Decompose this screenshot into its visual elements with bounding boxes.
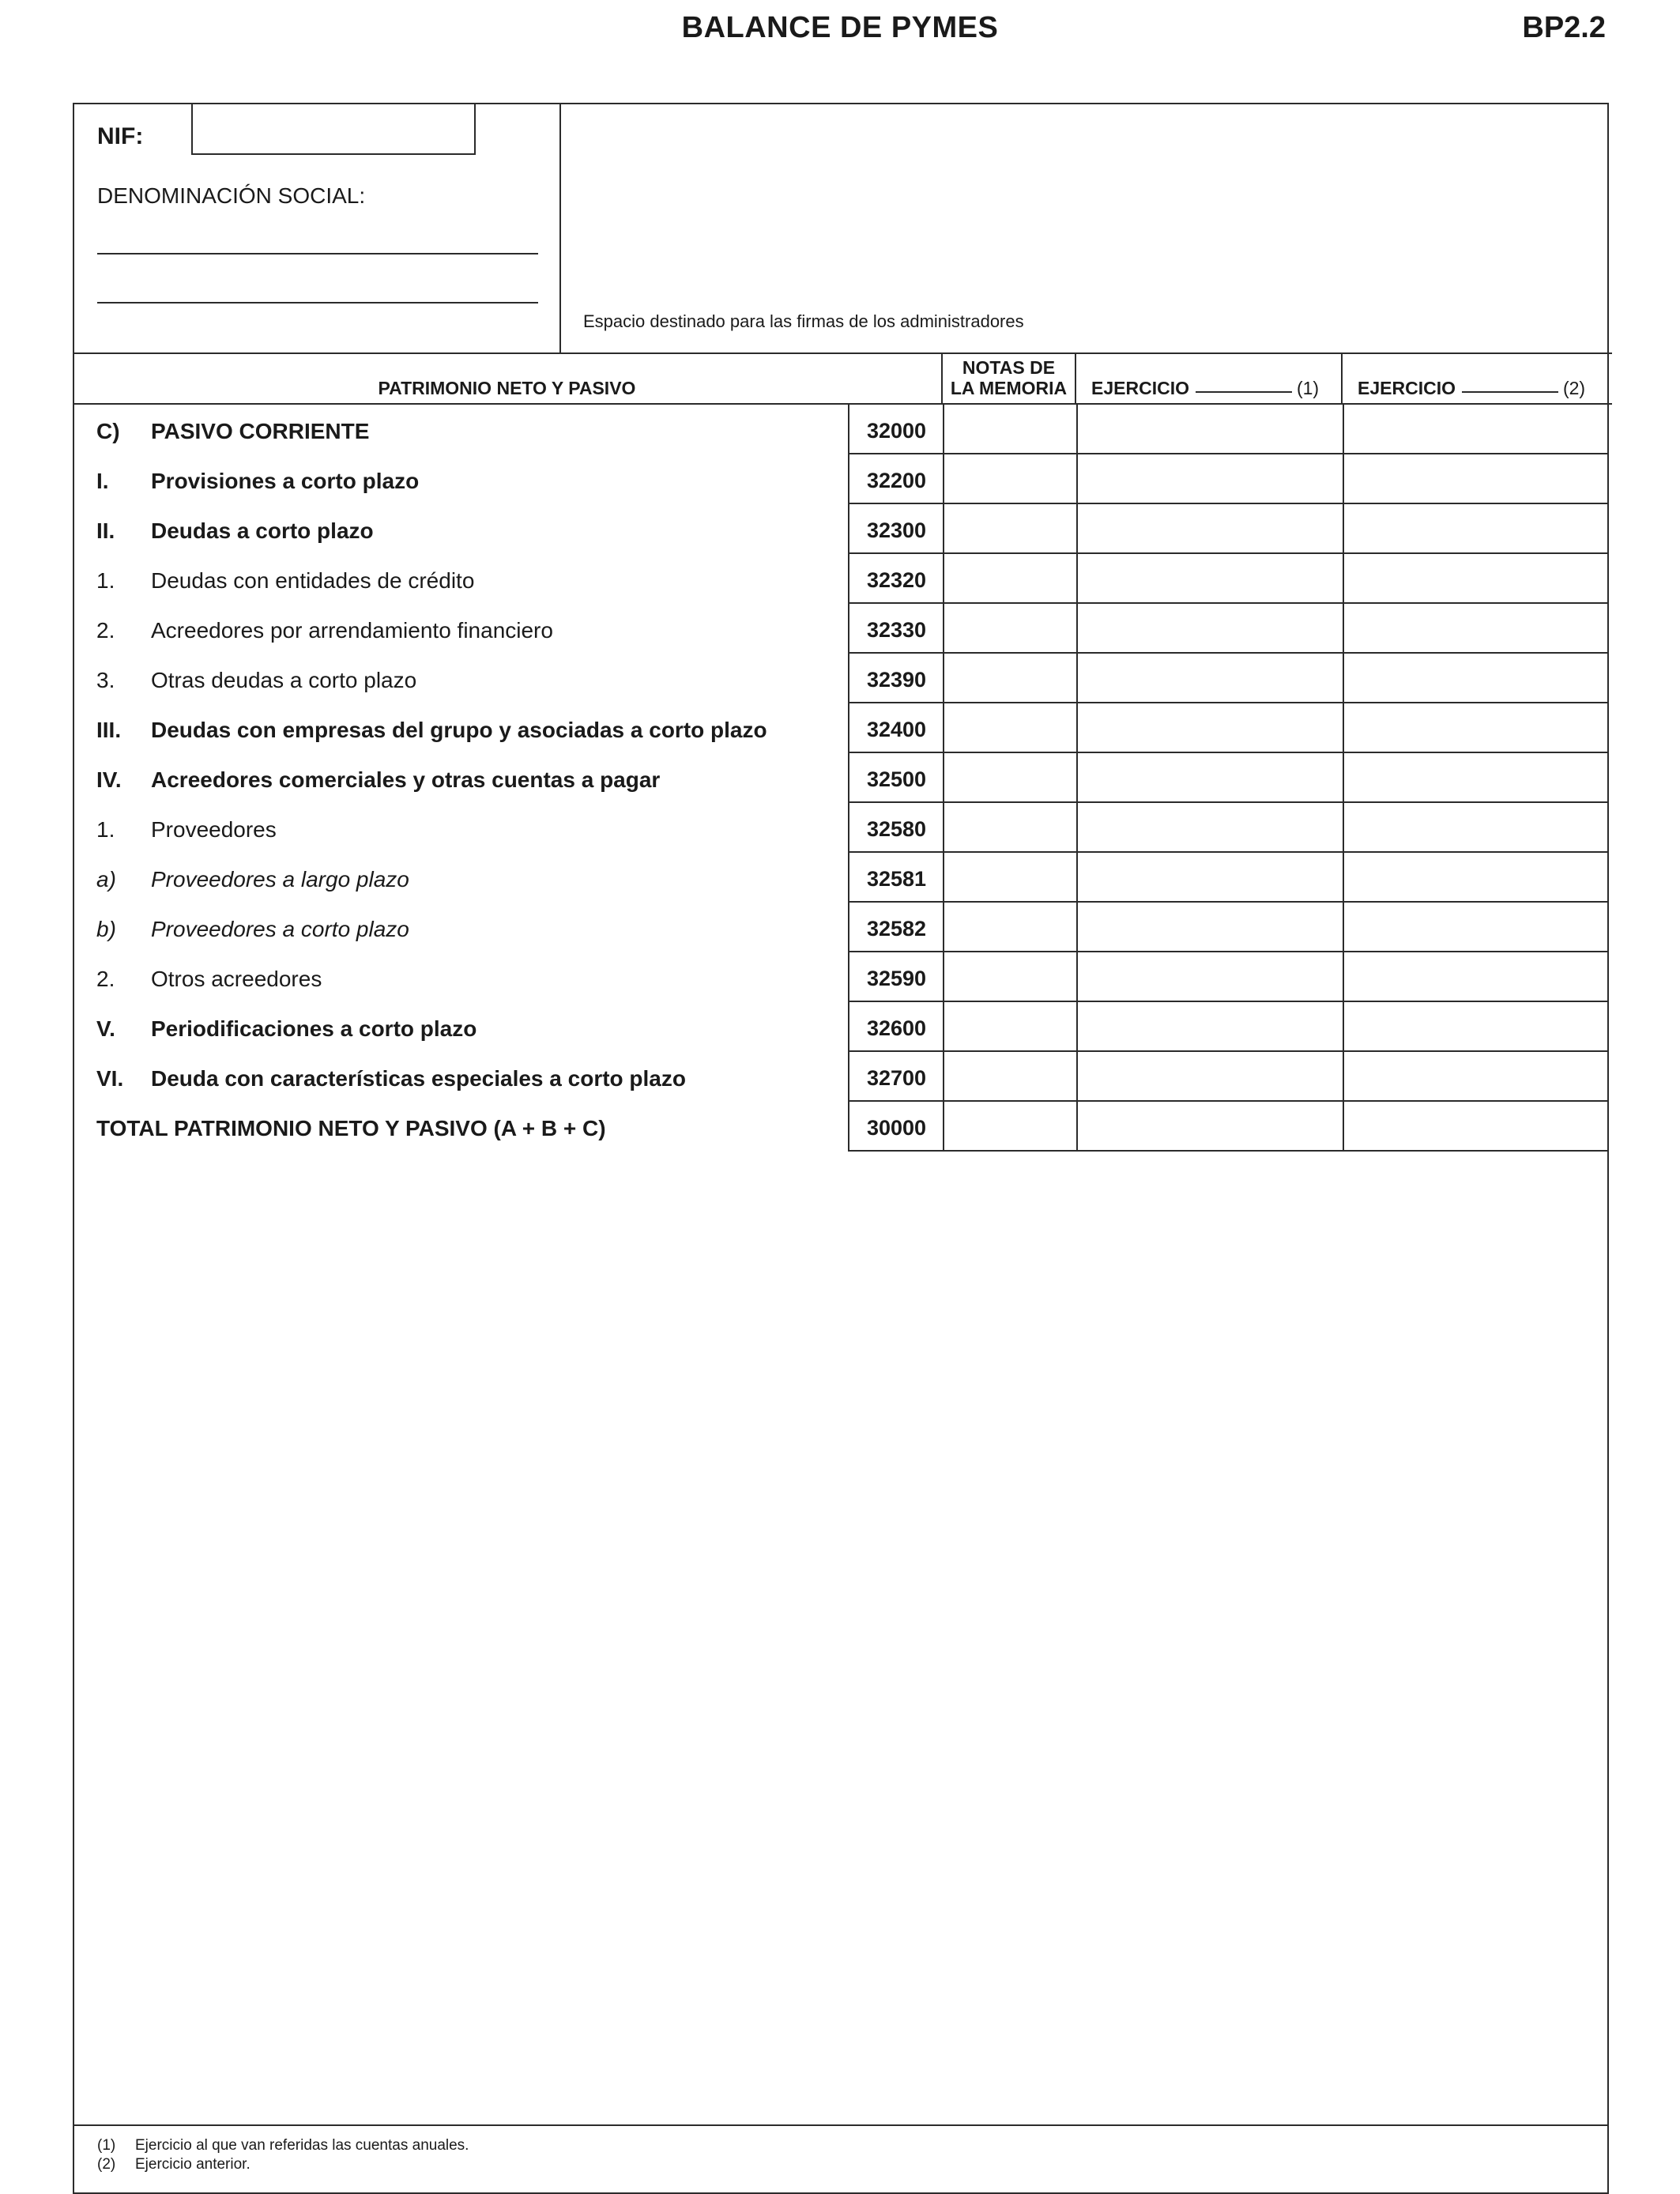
- ejercicio-1-cell[interactable]: [1076, 853, 1343, 903]
- row-label: [151, 668, 902, 693]
- nif-input-box[interactable]: [191, 103, 476, 155]
- ejercicio-1-cell[interactable]: [1076, 554, 1343, 604]
- row-label-text: TOTAL PATRIMONIO NETO Y PASIVO (A + B + C): [96, 1116, 612, 1140]
- row-code: 32590: [848, 952, 944, 1002]
- row-label: [151, 518, 902, 544]
- row-code: 30000: [848, 1102, 944, 1152]
- ejercicio-1-cell[interactable]: [1076, 753, 1343, 803]
- ejercicio-1-cell[interactable]: [1076, 803, 1343, 853]
- form-code: BP2.2: [1522, 11, 1606, 44]
- notas-cell[interactable]: [943, 405, 1076, 454]
- table-header: [73, 352, 1612, 405]
- ejercicio-1-cell[interactable]: [1076, 1002, 1343, 1052]
- ejercicio-2-cell[interactable]: [1343, 454, 1609, 504]
- notas-cell[interactable]: [943, 753, 1076, 803]
- notas-cell[interactable]: [943, 604, 1076, 654]
- row-label-text: Otros acreedores: [151, 967, 328, 991]
- row-number: I.: [96, 469, 109, 493]
- notas-cell[interactable]: [943, 454, 1076, 504]
- row-code: 32300: [848, 504, 944, 554]
- row-number: a): [96, 867, 116, 892]
- footnote-1: [97, 2137, 469, 2154]
- ejercicio-2-cell[interactable]: [1343, 853, 1609, 903]
- row-label-text: Acreedores comerciales y otras cuentas a pagar: [151, 767, 666, 792]
- row-label-text: Proveedores a largo plazo: [151, 867, 416, 892]
- footnote-2-text: Ejercicio anterior.: [135, 2156, 250, 2173]
- row-label: [151, 1066, 902, 1091]
- row-code: 32500: [848, 753, 944, 803]
- ejercicio-2-cell[interactable]: [1343, 654, 1609, 703]
- identity-block: [74, 104, 561, 354]
- notas-line-2: LA MEMORIA: [950, 378, 1068, 398]
- row-number: b): [96, 917, 116, 941]
- footnote-divider: [74, 2124, 1607, 2126]
- footnote-1-mark: (1): [97, 2137, 116, 2154]
- column-header-ejercicio-1: [1075, 354, 1341, 403]
- ejercicio-2-cell[interactable]: [1343, 703, 1609, 753]
- row-label: [151, 1016, 902, 1042]
- ejercicio-2-cell[interactable]: [1343, 504, 1609, 554]
- row-label-text: Periodificaciones a corto plazo: [151, 1016, 483, 1041]
- table-row: [74, 1052, 1607, 1102]
- row-label: [151, 867, 902, 892]
- row-number: V.: [96, 1016, 115, 1041]
- denominacion-label: DENOMINACIÓN SOCIAL:: [97, 183, 366, 208]
- ejercicio-1-cell[interactable]: [1076, 504, 1343, 554]
- ejercicio-2-cell[interactable]: [1343, 952, 1609, 1002]
- table-row: [74, 405, 1607, 454]
- row-number: C): [96, 419, 120, 443]
- row-label-text: PASIVO CORRIENTE: [151, 419, 375, 443]
- ejercicio-2-ref: (2): [1562, 378, 1586, 398]
- row-number: 1.: [96, 817, 115, 842]
- row-code: 32330: [848, 604, 944, 654]
- ejercicio-2-cell[interactable]: [1343, 405, 1609, 454]
- ejercicio-1-cell[interactable]: [1076, 405, 1343, 454]
- ejercicio-1-cell[interactable]: [1076, 454, 1343, 504]
- table-row: [74, 952, 1607, 1002]
- table-row: [74, 504, 1607, 554]
- notas-cell[interactable]: [943, 703, 1076, 753]
- footnote-2: [97, 2156, 250, 2173]
- table-row: [74, 1002, 1607, 1052]
- table-row: [74, 853, 1607, 903]
- ejercicio-1-year-blank[interactable]: [1196, 391, 1292, 393]
- row-label: [151, 618, 902, 643]
- ejercicio-1-cell[interactable]: [1076, 1102, 1343, 1152]
- form-frame: [73, 103, 1609, 2194]
- notas-cell[interactable]: [943, 1002, 1076, 1052]
- row-label-text: Deudas con empresas del grupo y asociadas a corto plazo: [151, 718, 774, 742]
- denominacion-line-2[interactable]: [97, 302, 538, 303]
- ejercicio-1-label: EJERCICIO: [1091, 378, 1189, 398]
- form-title: BALANCE DE PYMES: [681, 11, 999, 44]
- row-number: VI.: [96, 1066, 124, 1091]
- row-code: 32582: [848, 903, 944, 952]
- notas-cell[interactable]: [943, 903, 1076, 952]
- ejercicio-1-cell[interactable]: [1076, 703, 1343, 753]
- row-label-text: Proveedores: [151, 817, 283, 842]
- ejercicio-2-cell[interactable]: [1343, 753, 1609, 803]
- ejercicio-2-cell[interactable]: [1343, 604, 1609, 654]
- row-number: 3.: [96, 668, 115, 692]
- row-number: 2.: [96, 618, 115, 643]
- table-row: [74, 803, 1607, 853]
- column-header-ejercicio-2: [1341, 354, 1610, 403]
- row-code: 32320: [848, 554, 944, 604]
- footnote-2-mark: (2): [97, 2156, 116, 2173]
- notas-cell[interactable]: [943, 554, 1076, 604]
- table-row: [74, 604, 1607, 654]
- row-code: 32581: [848, 853, 944, 903]
- table-row: [74, 554, 1607, 604]
- table-row: [74, 454, 1607, 504]
- denominacion-line-1[interactable]: [97, 253, 538, 254]
- ejercicio-2-cell[interactable]: [1343, 1052, 1609, 1102]
- ejercicio-2-cell[interactable]: [1343, 1002, 1609, 1052]
- row-label-text: Acreedores por arrendamiento financiero: [151, 618, 559, 643]
- row-label-text: Proveedores a corto plazo: [151, 917, 416, 941]
- notas-cell[interactable]: [943, 1052, 1076, 1102]
- row-code: 32200: [848, 454, 944, 504]
- ejercicio-1-cell[interactable]: [1076, 1052, 1343, 1102]
- ejercicio-2-cell[interactable]: [1343, 1102, 1609, 1152]
- footnote-1-text: Ejercicio al que van referidas las cuentas anuales.: [135, 2137, 469, 2154]
- ejercicio-2-cell[interactable]: [1343, 554, 1609, 604]
- ejercicio-1-cell[interactable]: [1076, 952, 1343, 1002]
- notas-cell[interactable]: [943, 803, 1076, 853]
- row-label: [151, 419, 902, 444]
- notas-cell[interactable]: [943, 1102, 1076, 1152]
- nif-label: NIF:: [97, 123, 144, 149]
- row-label: [151, 917, 902, 942]
- row-label-text: Deudas con entidades de crédito: [151, 568, 480, 593]
- row-number: III.: [96, 718, 122, 742]
- row-label: [96, 1116, 902, 1141]
- row-number: IV.: [96, 767, 122, 792]
- notas-cell[interactable]: [943, 654, 1076, 703]
- table-row: [74, 654, 1607, 703]
- balance-rows: [74, 405, 1607, 1152]
- ejercicio-2-cell[interactable]: [1343, 903, 1609, 952]
- ejercicio-1-ref: (1): [1296, 378, 1320, 398]
- row-label: [151, 767, 902, 793]
- row-label: [151, 568, 902, 594]
- row-number: 2.: [96, 967, 115, 991]
- row-code: 32580: [848, 803, 944, 853]
- ejercicio-2-label: EJERCICIO: [1358, 378, 1456, 398]
- row-code: 32600: [848, 1002, 944, 1052]
- ejercicio-1-cell[interactable]: [1076, 903, 1343, 952]
- row-number: 1.: [96, 568, 115, 593]
- row-label-text: Deudas a corto plazo: [151, 518, 380, 543]
- table-row: [74, 1102, 1607, 1152]
- row-label-text: Provisiones a corto plazo: [151, 469, 425, 493]
- ejercicio-2-cell[interactable]: [1343, 803, 1609, 853]
- row-code: 32400: [848, 703, 944, 753]
- notas-line-1: NOTAS DE: [962, 357, 1056, 378]
- row-code: 32700: [848, 1052, 944, 1102]
- table-row: [74, 903, 1607, 952]
- row-label: [151, 817, 902, 843]
- signature-area-note: Espacio destinado para las firmas de los administradores: [583, 311, 1024, 331]
- column-header-description: PATRIMONIO NETO Y PASIVO: [378, 378, 636, 398]
- table-row: [74, 703, 1607, 753]
- notas-cell[interactable]: [943, 853, 1076, 903]
- ejercicio-1-cell[interactable]: [1076, 654, 1343, 703]
- ejercicio-1-cell[interactable]: [1076, 604, 1343, 654]
- row-label: [151, 718, 902, 743]
- ejercicio-2-year-blank[interactable]: [1462, 391, 1558, 393]
- row-code: 32390: [848, 654, 944, 703]
- table-row: [74, 753, 1607, 803]
- row-label-text: Otras deudas a corto plazo: [151, 668, 423, 692]
- column-header-notas: [941, 354, 1075, 403]
- row-code: 32000: [848, 405, 944, 454]
- row-label-text: Deuda con características especiales a corto plazo: [151, 1066, 692, 1091]
- notas-cell[interactable]: [943, 504, 1076, 554]
- row-label: [151, 967, 902, 992]
- notas-cell[interactable]: [943, 952, 1076, 1002]
- row-number: II.: [96, 518, 115, 543]
- row-label: [151, 469, 902, 494]
